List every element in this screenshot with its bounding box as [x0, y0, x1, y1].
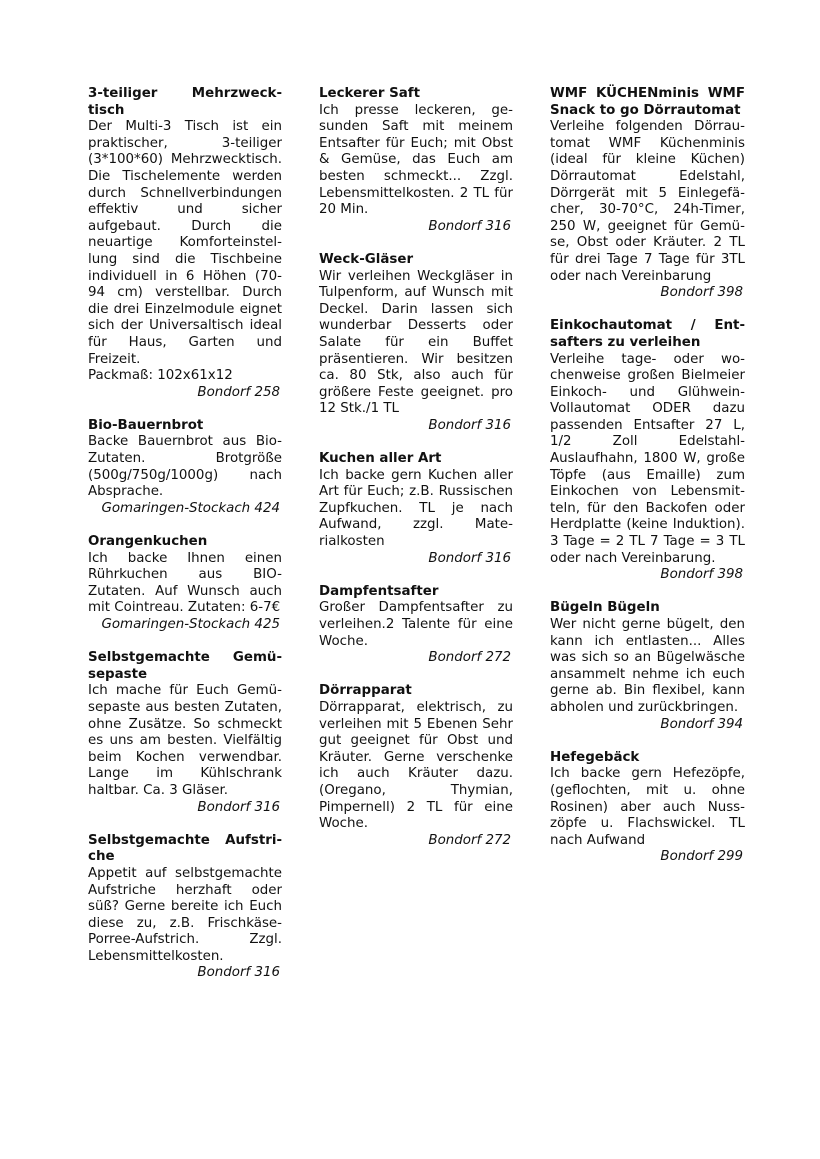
listing-entry: [88, 418, 282, 518]
listing-title: Dörrapparat: [319, 683, 412, 699]
listing-location: Bondorf 316: [197, 799, 280, 815]
listing-description: Backe Bauernbrot aus Bio-Zutaten. Brotgröße (500g/750g/1000g) nach Absprache.: [88, 434, 282, 500]
listing-location: Gomaringen-Stockach 425: [101, 617, 280, 632]
listing-title: Kuchen aller Art: [319, 451, 442, 467]
listing-title: Einkochautomat / Entsafters zu verleihen: [550, 318, 745, 350]
listing-description: Großer Dampfentsafter zu verleihen.2 Talente für eine Woche.: [319, 600, 513, 649]
column-1: [88, 86, 282, 999]
listing-title: WMF KÜCHENminis WMF Snack to go Dörrautomat: [550, 86, 745, 118]
listing-description: Ich backe gern Hefezöpfe, (geflochten, mit u. ohne Rosinen) aber auch Nusszöpfe u. Flachswickel. TL nach Aufwand: [550, 766, 745, 848]
listing-description: Ich backe Ihnen einen Rührkuchen aus BIO-Zutaten. Auf Wunsch auch mit Cointreau. Zutaten: 6-7€: [88, 550, 282, 616]
listing-location: Bondorf 398: [660, 285, 743, 301]
listing-location: Bondorf 258: [197, 384, 280, 400]
listing-title: Leckerer Saft: [319, 86, 421, 101]
listing-entry: [550, 86, 745, 302]
listing-description: Der Multi-3 Tisch ist ein praktischer, 3-teiliger (3*100*60) Mehrzwecktisch. Die Tischelemente werden durch Schnellverbindungen effektiv und sicher aufgebaut. Durch die neuartige Komforteinstellung sind die Tischbeine individuell in 6 Höhen (70-94 cm) verstellbar. Durch die drei Einzelmodule eignet sich der Universaltisch ideal für Haus, Garten und Freizeit.: [88, 119, 282, 367]
listing-entry: [319, 252, 513, 435]
listing-entry: [319, 451, 513, 567]
listing-entry: [550, 600, 745, 733]
listing-location: Bondorf 316: [428, 417, 511, 433]
listing-entry: [550, 318, 745, 584]
column-3: [550, 86, 745, 883]
listing-title: Orangenkuchen: [88, 534, 208, 550]
listing-location: Bondorf 272: [428, 832, 511, 848]
listing-entry: [319, 683, 513, 849]
listing-entry: [88, 86, 282, 401]
listing-title: 3-teiliger Mehrzwecktisch: [88, 86, 282, 118]
listing-entry: [88, 534, 282, 634]
listing-location: Bondorf 398: [660, 567, 743, 583]
listing-location: Bondorf 316: [197, 965, 280, 981]
listing-entry: [88, 833, 282, 982]
listing-pack-size: Packmaß: 102x61x12: [88, 368, 233, 384]
listing-location: Bondorf 316: [428, 218, 511, 234]
listing-entry: [88, 650, 282, 816]
listing-title: Weck-Gläser: [319, 251, 414, 267]
column-2: [319, 86, 513, 866]
listing-description: Dörrapparat, elektrisch, zu verleihen mit 5 Ebenen Sehr gut geeignet für Obst und Kräuter. Gerne verschenke ich auch Kräuter dazu. (Oregano, Thymian, Pimpernell) 2 TL für eine Woche.: [319, 699, 513, 832]
listing-entry: [319, 584, 513, 667]
listing-description: Ich mache für Euch Gemüsepaste aus besten Zutaten, ohne Zusätze. So schmeckt es uns am besten. Vielfältig beim Kochen verwendbar. Lange im Kühlschrank haltbar. Ca. 3 Gläser.: [88, 683, 282, 798]
listing-entry: [550, 750, 745, 866]
listing-title: Selbstgemachte Gemüsepaste: [88, 650, 282, 682]
listing-title: Bügeln Bügeln: [550, 600, 660, 616]
listing-entry: [319, 86, 513, 235]
listing-title: Selbstgemachte Aufstriche: [88, 832, 282, 865]
listing-location: Bondorf 272: [428, 650, 511, 666]
listing-location: Bondorf 316: [428, 550, 511, 566]
listing-description: Verleihe folgenden Dörrautomat WMF Küchenminis (ideal für kleine Küchen) Dörrautomat Edelstahl, Dörrgerät mit 5 Einlegefächer, 30-70°C, 24h-Timer, 250 W, geeignet für Gemüse, Obst oder Kräuter. 2 TL für drei Tage 7 Tage für 3TL oder nach Vereinbarung: [550, 119, 745, 284]
listing-title: Bio-Bauernbrot: [88, 417, 204, 433]
listing-description: Wir verleihen Weckgläser in Tulpenform, auf Wunsch mit Deckel. Darin lassen sich wunderbar Desserts oder Salate für ein Buffet präsentieren. Wir besitzen ca. 80 Stk, also auch für größere Feste geeignet. pro 12 Stk./1 TL: [319, 268, 513, 417]
listing-description: Verleihe tage- oder wochenweise großen Bielmeier Einkoch- und Glühwein-Vollautomat ODER dazu passenden Entsafter 27 L, 1/2 Zoll Edelstahl-Auslaufhahn, 1800 W, große Töpfe (aus Emaille) zum Einkochen von Lebensmitteln, für den Backofen oder Herdplatte (keine Induktion). 3 Tage = 2 TL 7 Tage = 3 TL oder nach Vereinbarung.: [550, 351, 745, 566]
listing-title: Hefegebäck: [550, 749, 640, 765]
listing-title: Dampfentsafter: [319, 583, 439, 599]
listing-description: Wer nicht gerne bügelt, den kann ich entlasten... Alles was sich so an Bügelwäsche ansammelt nehme ich euch gerne ab. Bin flexibel, kann abholen und zurückbringen.: [550, 617, 745, 715]
listing-description: Appetit auf selbstgemachte Aufstriche herzhaft oder süß? Gerne bereite ich Euch diese zu, z.B. Frischkäse-Porree-Aufstrich. Zzgl. Lebensmittelkosten.: [88, 865, 282, 964]
listing-description: Ich presse leckeren, gesunden Saft mit meinem Entsafter für Euch; mit Obst & Gemüse, das Euch am besten schmeckt... Zzgl. Lebensmittelkosten. 2 TL für 20 Min.: [319, 102, 513, 218]
listing-location: Gomaringen-Stockach 424: [101, 500, 280, 516]
listing-location: Bondorf 394: [660, 716, 743, 732]
listing-location: Bondorf 299: [660, 849, 743, 865]
listing-description: Ich backe gern Kuchen aller Art für Euch; z.B. Russischen Zupfkuchen. TL je nach Aufwand, zzgl. Materialkosten: [319, 467, 513, 550]
